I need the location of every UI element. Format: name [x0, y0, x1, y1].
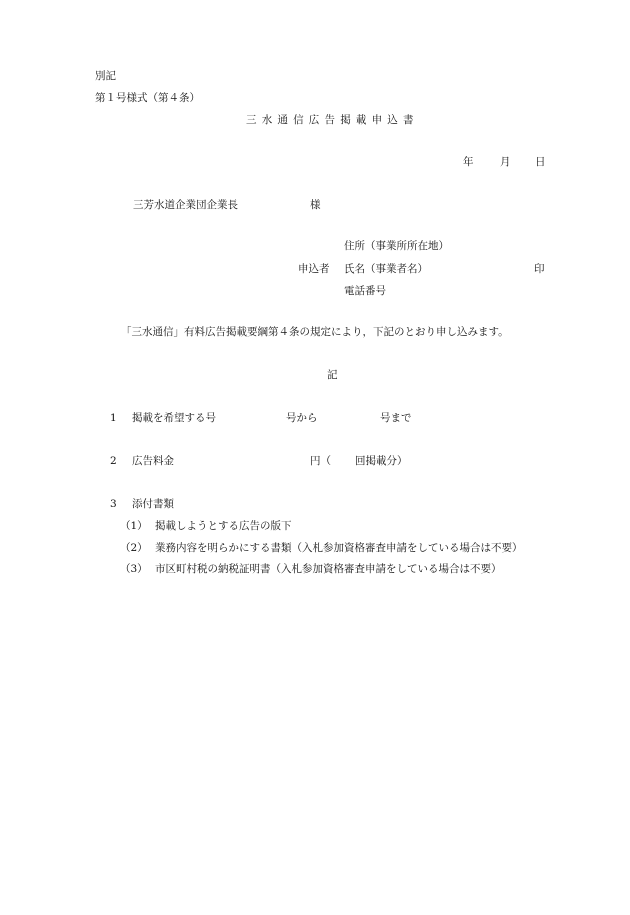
ki-heading: 記	[327, 369, 338, 381]
subitem-1-number: （1）	[120, 520, 148, 532]
item-3-label: 添付書類	[132, 498, 174, 510]
subitem-2-number: （2）	[120, 542, 148, 554]
body-text: 「三水通信」有料広告掲載要綱第４条の規定により，下記のとおり申し込みます。	[121, 326, 509, 338]
date-month-label: 月	[500, 156, 511, 168]
addressee-name: 三芳水道企業団企業長	[133, 199, 238, 211]
applicant-label: 申込者	[298, 263, 330, 275]
applicant-address-label: 住所（事業所所在地）	[344, 240, 449, 252]
subitem-2-text: 業務内容を明らかにする書類（入札参加資格審査申請をしている場合は不要）	[155, 542, 523, 554]
addressee-honorific: 様	[310, 199, 321, 211]
seal-mark: 印	[534, 263, 545, 275]
applicant-name-label: 氏名（事業者名）	[344, 263, 428, 275]
item-2-times: 回掲載分）	[355, 455, 408, 467]
form-number: 第１号様式（第４条）	[95, 92, 200, 104]
item-1-label: 掲載を希望する号	[132, 412, 216, 424]
item-2-label: 広告料金	[132, 455, 174, 467]
applicant-phone-label: 電話番号	[344, 285, 386, 297]
item-2-yen: 円（	[310, 455, 331, 467]
date-day-label: 日	[535, 156, 546, 168]
date-year-label: 年	[463, 156, 474, 168]
subitem-3-number: （3）	[120, 563, 148, 575]
item-3-number: 3	[110, 498, 117, 510]
page-title: 三水通信広告掲載申込書	[246, 114, 419, 126]
subitem-1-text: 掲載しようとする広告の版下	[155, 520, 292, 532]
annex-label: 別記	[95, 70, 116, 82]
item-1-to: 号まで	[380, 412, 412, 424]
item-2-number: 2	[110, 455, 117, 467]
item-1-number: 1	[110, 412, 117, 424]
subitem-3-text: 市区町村税の納税証明書（入札参加資格審査申請をしている場合は不要）	[155, 563, 502, 575]
item-1-from: 号から	[286, 412, 318, 424]
